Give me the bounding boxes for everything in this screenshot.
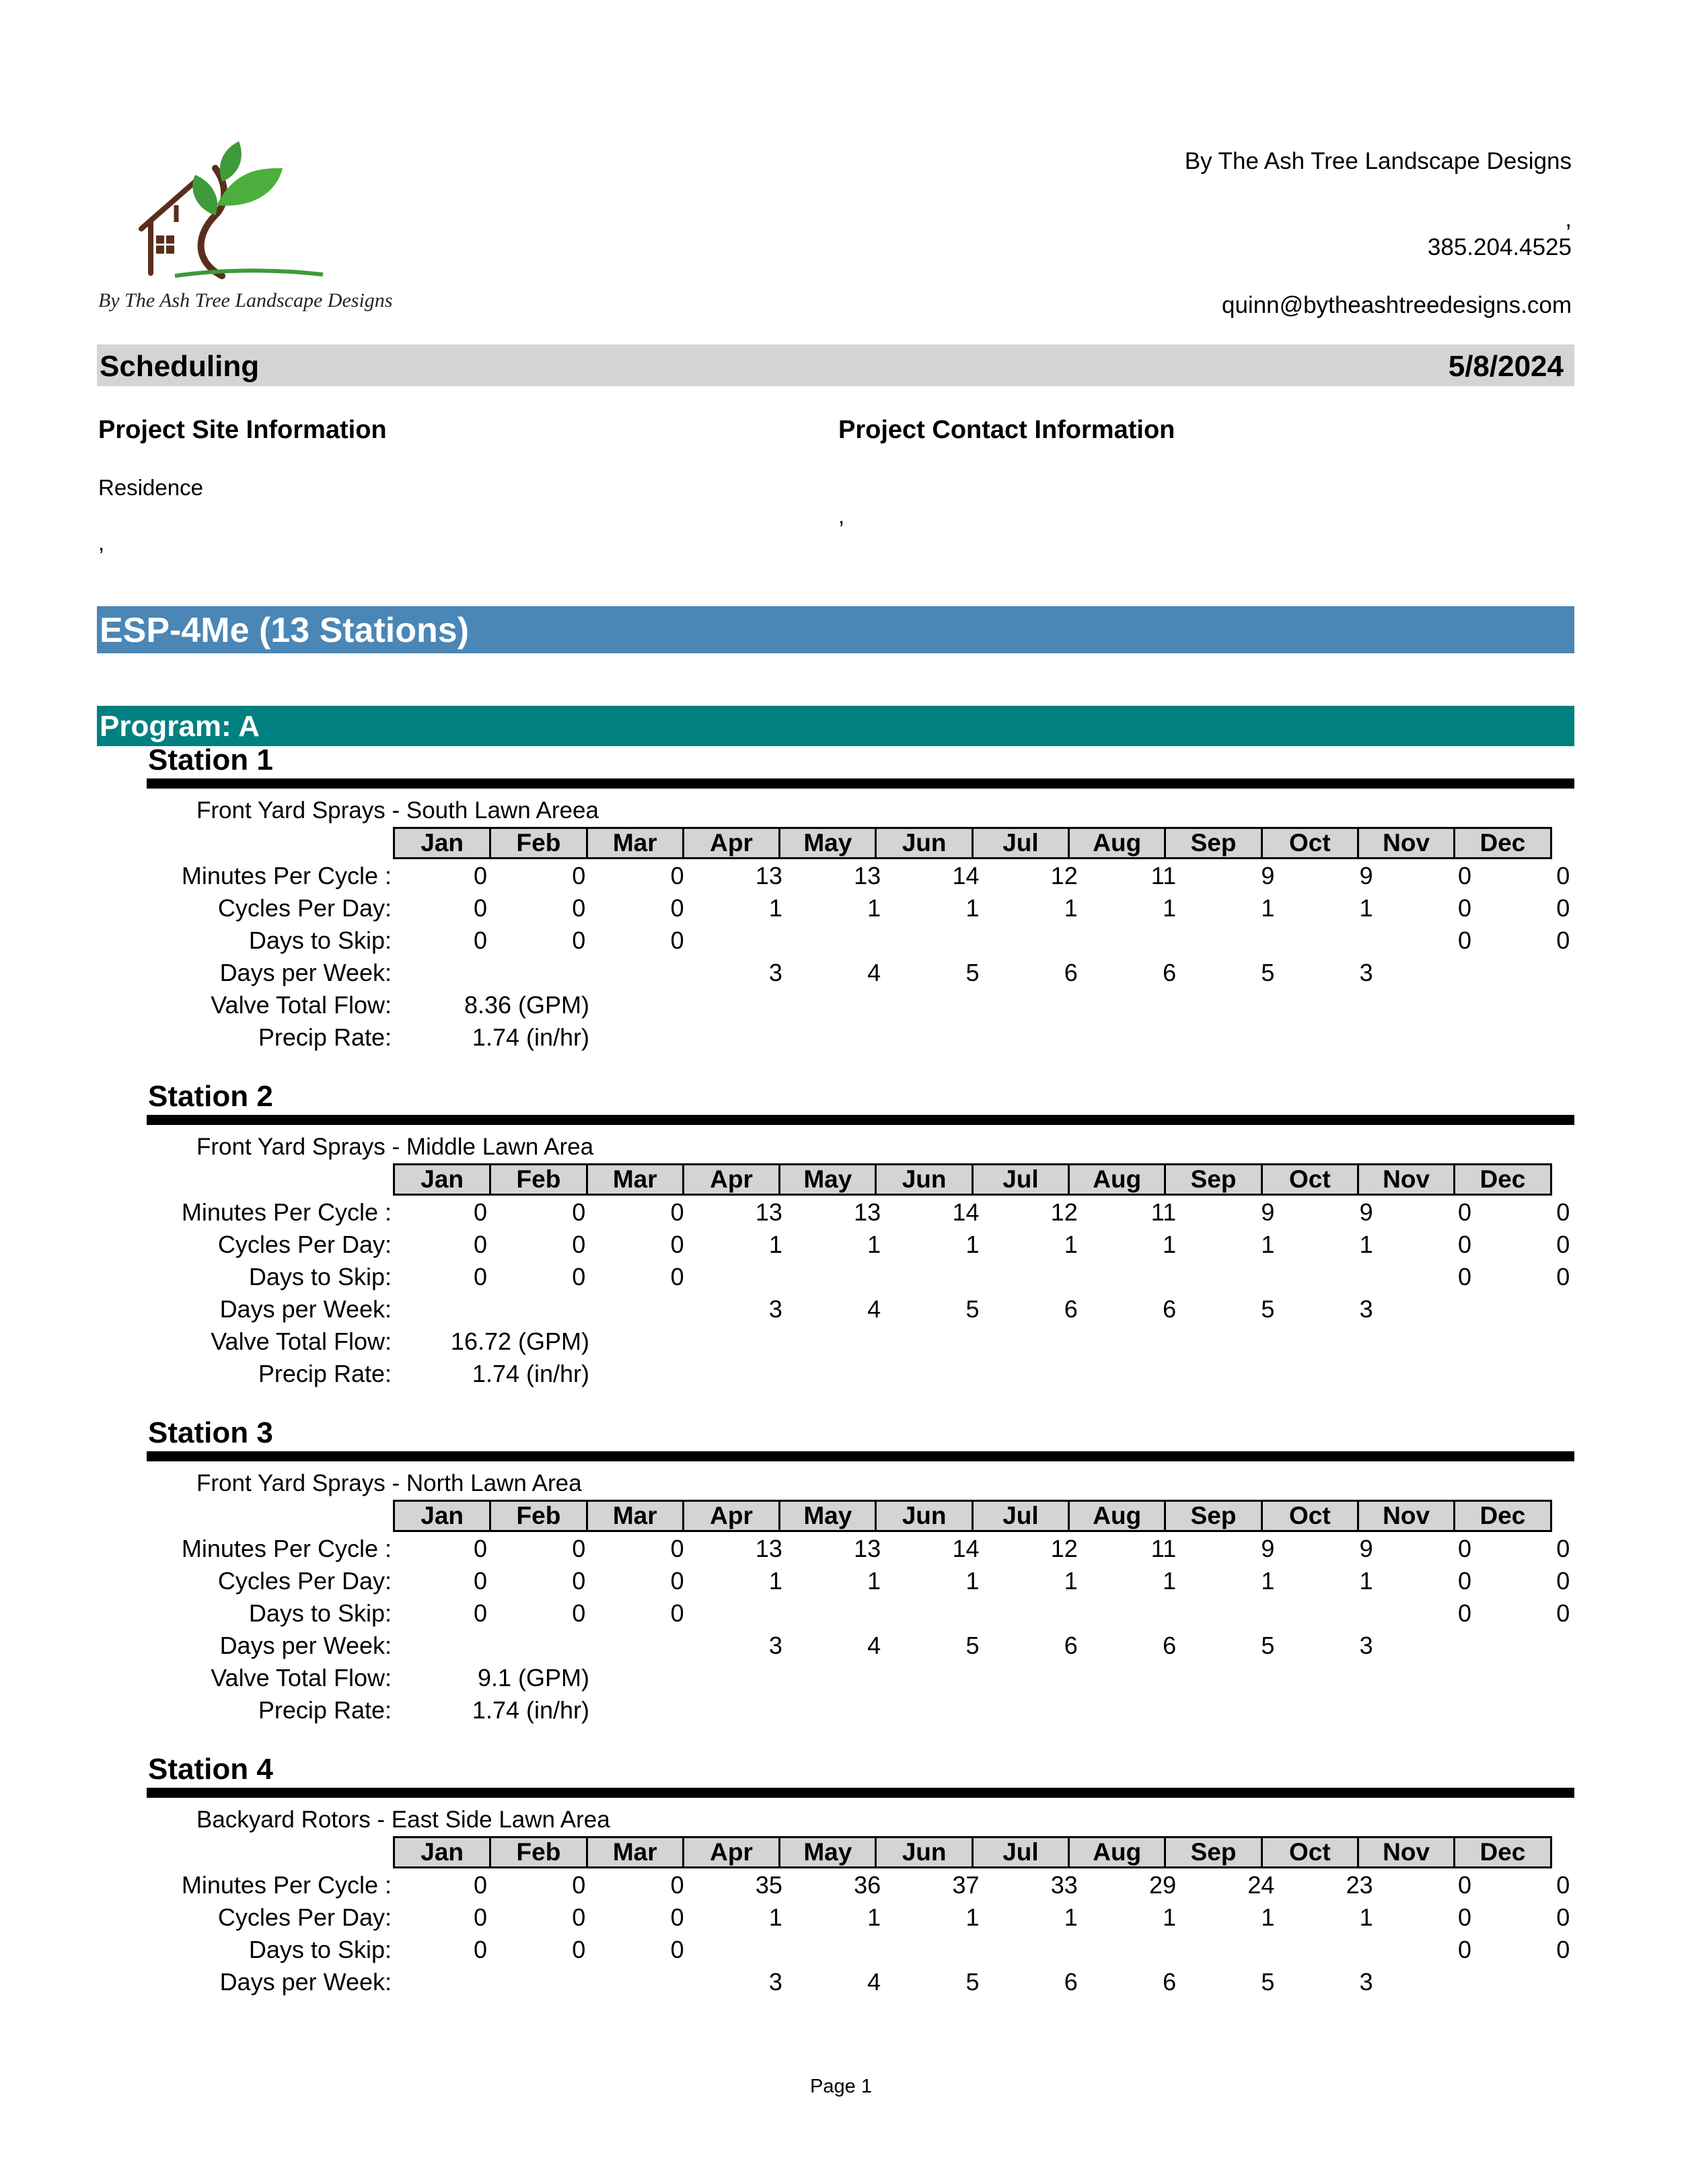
logo-caption: By The Ash Tree Landscape Designs	[98, 289, 393, 312]
month-header-jul: Jul	[972, 1836, 1070, 1868]
month-header-feb: Feb	[489, 1836, 587, 1868]
cell-cycles-mar: 0	[670, 1231, 684, 1258]
row-label-cycles: Cycles Per Day:	[217, 1567, 392, 1595]
cell-cycles-oct: 1	[1359, 1567, 1373, 1595]
cell-minutes-apr: 13	[755, 862, 782, 889]
month-header-may: May	[778, 1163, 877, 1196]
cell-minutes-feb: 0	[572, 1198, 586, 1226]
month-header-jun: Jun	[875, 1500, 973, 1532]
cell-cycles-aug: 1	[1163, 1903, 1177, 1931]
cell-week-jul: 6	[1064, 1632, 1078, 1659]
cell-cycles-apr: 1	[768, 1903, 782, 1931]
cell-skip-nov: 0	[1457, 1263, 1471, 1290]
cell-minutes-oct: 23	[1346, 1871, 1373, 1899]
month-header-jul: Jul	[972, 1163, 1070, 1196]
cell-minutes-oct: 9	[1359, 1535, 1373, 1562]
row-label-cycles: Cycles Per Day:	[217, 1903, 392, 1931]
cell-cycles-jan: 0	[473, 894, 487, 922]
cell-minutes-jan: 0	[473, 1535, 487, 1562]
cell-minutes-mar: 0	[670, 862, 684, 889]
cell-minutes-mar: 0	[670, 1198, 684, 1226]
cell-cycles-jun: 1	[965, 1903, 980, 1931]
precip-rate: 1.74 (in/hr)	[472, 1023, 589, 1051]
cell-cycles-feb: 0	[572, 894, 586, 922]
month-header-feb: Feb	[489, 1163, 587, 1196]
cell-minutes-jul: 12	[1050, 862, 1078, 889]
row-label-skip: Days to Skip:	[248, 926, 392, 954]
cell-minutes-jul: 12	[1050, 1198, 1078, 1226]
company-address: ,	[1565, 206, 1572, 232]
month-header-oct: Oct	[1261, 1163, 1359, 1196]
cell-skip-jan: 0	[473, 1599, 487, 1627]
cell-minutes-jun: 14	[952, 1535, 980, 1562]
row-label-flow: Valve Total Flow:	[211, 1327, 392, 1355]
cell-minutes-jan: 0	[473, 862, 487, 889]
month-header-apr: Apr	[682, 1163, 780, 1196]
month-header-apr: Apr	[682, 1500, 780, 1532]
cell-week-apr: 3	[768, 959, 782, 986]
cell-cycles-apr: 1	[768, 894, 782, 922]
cell-minutes-jun: 37	[952, 1871, 980, 1899]
station-divider	[147, 1115, 1574, 1125]
cell-cycles-nov: 0	[1457, 1231, 1471, 1258]
cell-week-sep: 5	[1261, 1632, 1275, 1659]
cell-cycles-feb: 0	[572, 1567, 586, 1595]
row-label-week: Days per Week:	[219, 1295, 392, 1323]
cell-minutes-oct: 9	[1359, 1198, 1373, 1226]
month-header-mar: Mar	[586, 1163, 684, 1196]
row-label-minutes: Minutes Per Cycle :	[181, 1535, 392, 1562]
month-header-jan: Jan	[393, 827, 491, 859]
cell-cycles-jan: 0	[473, 1231, 487, 1258]
row-label-week: Days per Week:	[219, 959, 392, 986]
cell-skip-mar: 0	[670, 926, 684, 954]
cell-cycles-oct: 1	[1359, 894, 1373, 922]
cell-week-apr: 3	[768, 1295, 782, 1323]
cell-week-may: 4	[867, 1295, 881, 1323]
month-header-nov: Nov	[1357, 827, 1455, 859]
controller-title: ESP-4Me (13 Stations)	[100, 611, 470, 650]
cell-minutes-jun: 14	[952, 862, 980, 889]
cell-minutes-sep: 9	[1261, 862, 1275, 889]
cell-cycles-apr: 1	[768, 1567, 782, 1595]
cell-cycles-dec: 0	[1556, 1231, 1570, 1258]
month-header-mar: Mar	[586, 827, 684, 859]
cell-skip-dec: 0	[1556, 1599, 1570, 1627]
month-header-feb: Feb	[489, 1500, 587, 1532]
cell-minutes-dec: 0	[1556, 1198, 1570, 1226]
cell-skip-feb: 0	[572, 1263, 586, 1290]
month-header-sep: Sep	[1164, 1500, 1262, 1532]
station-title: Station 2	[148, 1080, 273, 1113]
cell-skip-feb: 0	[572, 1599, 586, 1627]
cell-skip-dec: 0	[1556, 1263, 1570, 1290]
cell-minutes-nov: 0	[1457, 1871, 1471, 1899]
month-header-dec: Dec	[1453, 827, 1551, 859]
cell-minutes-oct: 9	[1359, 862, 1373, 889]
cell-week-may: 4	[867, 1968, 881, 1996]
month-header-apr: Apr	[682, 827, 780, 859]
program-bar	[97, 706, 1574, 746]
project-site-line2: ,	[98, 530, 105, 555]
cell-cycles-feb: 0	[572, 1231, 586, 1258]
month-header-may: May	[778, 1500, 877, 1532]
cell-minutes-mar: 0	[670, 1871, 684, 1899]
cell-cycles-sep: 1	[1261, 894, 1275, 922]
scheduling-title-bar	[97, 344, 1574, 386]
month-header-may: May	[778, 827, 877, 859]
month-header-nov: Nov	[1357, 1163, 1455, 1196]
month-header-jan: Jan	[393, 1163, 491, 1196]
month-header-nov: Nov	[1357, 1500, 1455, 1532]
cell-cycles-sep: 1	[1261, 1567, 1275, 1595]
month-header-mar: Mar	[586, 1500, 684, 1532]
cell-cycles-aug: 1	[1163, 894, 1177, 922]
cell-skip-mar: 0	[670, 1599, 684, 1627]
precip-rate: 1.74 (in/hr)	[472, 1696, 589, 1724]
month-header-dec: Dec	[1453, 1836, 1551, 1868]
station-description: Backyard Rotors - East Side Lawn Area	[196, 1807, 610, 1833]
cell-minutes-jan: 0	[473, 1871, 487, 1899]
report-date: 5/8/2024	[1448, 350, 1564, 383]
cell-week-apr: 3	[768, 1968, 782, 1996]
cell-skip-mar: 0	[670, 1936, 684, 1963]
station-description: Front Yard Sprays - Middle Lawn Area	[196, 1134, 594, 1160]
company-email: quinn@bytheashtreedesigns.com	[1221, 292, 1572, 318]
month-header-may: May	[778, 1836, 877, 1868]
cell-skip-nov: 0	[1457, 926, 1471, 954]
row-label-precip: Precip Rate:	[258, 1696, 392, 1724]
cell-minutes-feb: 0	[572, 862, 586, 889]
project-site-heading: Project Site Information	[98, 416, 387, 444]
cell-minutes-nov: 0	[1457, 862, 1471, 889]
valve-total-flow: 8.36 (GPM)	[464, 991, 589, 1019]
cell-minutes-mar: 0	[670, 1535, 684, 1562]
month-header-apr: Apr	[682, 1836, 780, 1868]
row-label-precip: Precip Rate:	[258, 1360, 392, 1387]
cell-minutes-may: 13	[854, 1535, 881, 1562]
cell-cycles-jul: 1	[1064, 894, 1078, 922]
cell-minutes-jun: 14	[952, 1198, 980, 1226]
cell-minutes-aug: 11	[1150, 862, 1177, 889]
row-label-minutes: Minutes Per Cycle :	[181, 862, 392, 889]
cell-week-oct: 3	[1359, 1632, 1373, 1659]
cell-cycles-dec: 0	[1556, 894, 1570, 922]
cell-cycles-aug: 1	[1163, 1231, 1177, 1258]
cell-week-aug: 6	[1163, 1968, 1177, 1996]
cell-skip-nov: 0	[1457, 1599, 1471, 1627]
company-phone: 385.204.4525	[1427, 234, 1572, 260]
cell-week-jun: 5	[965, 1968, 980, 1996]
cell-minutes-jul: 12	[1050, 1535, 1078, 1562]
station-title: Station 4	[148, 1753, 273, 1786]
cell-minutes-dec: 0	[1556, 1871, 1570, 1899]
month-header-row	[393, 1163, 1552, 1196]
cell-cycles-oct: 1	[1359, 1903, 1373, 1931]
cell-week-sep: 5	[1261, 959, 1275, 986]
cell-week-jun: 5	[965, 1632, 980, 1659]
month-header-jul: Jul	[972, 827, 1070, 859]
cell-week-jul: 6	[1064, 1968, 1078, 1996]
cell-cycles-jul: 1	[1064, 1231, 1078, 1258]
row-label-cycles: Cycles Per Day:	[217, 1231, 392, 1258]
cell-week-may: 4	[867, 1632, 881, 1659]
month-header-jan: Jan	[393, 1500, 491, 1532]
cell-skip-mar: 0	[670, 1263, 684, 1290]
cell-skip-dec: 0	[1556, 926, 1570, 954]
row-label-skip: Days to Skip:	[248, 1936, 392, 1963]
row-label-flow: Valve Total Flow:	[211, 1664, 392, 1691]
cell-minutes-apr: 13	[755, 1535, 782, 1562]
cell-week-aug: 6	[1163, 1632, 1177, 1659]
row-label-skip: Days to Skip:	[248, 1599, 392, 1627]
precip-rate: 1.74 (in/hr)	[472, 1360, 589, 1387]
cell-cycles-mar: 0	[670, 1567, 684, 1595]
cell-skip-jan: 0	[473, 926, 487, 954]
cell-cycles-jul: 1	[1064, 1567, 1078, 1595]
cell-minutes-sep: 9	[1261, 1535, 1275, 1562]
month-header-aug: Aug	[1068, 1836, 1166, 1868]
month-header-oct: Oct	[1261, 1836, 1359, 1868]
page-number: Page 1	[810, 2076, 872, 2097]
program-title: Program: A	[100, 710, 260, 743]
month-header-row	[393, 1836, 1552, 1868]
month-header-aug: Aug	[1068, 827, 1166, 859]
station-divider	[147, 778, 1574, 789]
cell-cycles-sep: 1	[1261, 1903, 1275, 1931]
cell-minutes-aug: 11	[1150, 1535, 1177, 1562]
cell-week-jul: 6	[1064, 959, 1078, 986]
row-label-minutes: Minutes Per Cycle :	[181, 1198, 392, 1226]
tree-house-icon	[94, 141, 390, 286]
valve-total-flow: 9.1 (GPM)	[477, 1664, 589, 1691]
month-header-sep: Sep	[1164, 1163, 1262, 1196]
month-header-jun: Jun	[875, 1836, 973, 1868]
cell-minutes-feb: 0	[572, 1535, 586, 1562]
cell-minutes-aug: 11	[1150, 1198, 1177, 1226]
row-label-skip: Days to Skip:	[248, 1263, 392, 1290]
cell-minutes-apr: 35	[755, 1871, 782, 1899]
month-header-jan: Jan	[393, 1836, 491, 1868]
cell-cycles-oct: 1	[1359, 1231, 1373, 1258]
company-logo	[94, 141, 393, 323]
month-header-oct: Oct	[1261, 1500, 1359, 1532]
cell-minutes-sep: 9	[1261, 1198, 1275, 1226]
cell-minutes-may: 36	[854, 1871, 881, 1899]
month-header-aug: Aug	[1068, 1500, 1166, 1532]
cell-week-oct: 3	[1359, 1968, 1373, 1996]
cell-week-jun: 5	[965, 959, 980, 986]
cell-cycles-may: 1	[867, 1567, 881, 1595]
company-name: By The Ash Tree Landscape Designs	[1184, 148, 1572, 174]
cell-cycles-mar: 0	[670, 1903, 684, 1931]
cell-week-may: 4	[867, 959, 881, 986]
month-header-nov: Nov	[1357, 1836, 1455, 1868]
cell-skip-feb: 0	[572, 926, 586, 954]
station-divider	[147, 1788, 1574, 1798]
station-description: Front Yard Sprays - North Lawn Area	[196, 1470, 582, 1496]
row-label-week: Days per Week:	[219, 1632, 392, 1659]
row-label-minutes: Minutes Per Cycle :	[181, 1871, 392, 1899]
cell-minutes-dec: 0	[1556, 862, 1570, 889]
month-header-row	[393, 1500, 1552, 1532]
month-header-mar: Mar	[586, 1836, 684, 1868]
cell-minutes-jan: 0	[473, 1198, 487, 1226]
cell-minutes-sep: 24	[1247, 1871, 1275, 1899]
cell-minutes-nov: 0	[1457, 1535, 1471, 1562]
cell-cycles-nov: 0	[1457, 894, 1471, 922]
cell-cycles-may: 1	[867, 894, 881, 922]
cell-skip-jan: 0	[473, 1936, 487, 1963]
cell-cycles-jun: 1	[965, 1567, 980, 1595]
cell-minutes-feb: 0	[572, 1871, 586, 1899]
cell-cycles-nov: 0	[1457, 1567, 1471, 1595]
cell-skip-nov: 0	[1457, 1936, 1471, 1963]
month-header-row	[393, 827, 1552, 859]
cell-minutes-jul: 33	[1050, 1871, 1078, 1899]
cell-week-sep: 5	[1261, 1295, 1275, 1323]
month-header-jun: Jun	[875, 827, 973, 859]
page-title: Scheduling	[100, 350, 260, 383]
month-header-sep: Sep	[1164, 827, 1262, 859]
station-divider	[147, 1451, 1574, 1461]
cell-minutes-aug: 29	[1149, 1871, 1177, 1899]
cell-cycles-dec: 0	[1556, 1567, 1570, 1595]
cell-cycles-nov: 0	[1457, 1903, 1471, 1931]
cell-week-sep: 5	[1261, 1968, 1275, 1996]
month-header-sep: Sep	[1164, 1836, 1262, 1868]
month-header-dec: Dec	[1453, 1500, 1551, 1532]
cell-week-jun: 5	[965, 1295, 980, 1323]
cell-cycles-jun: 1	[965, 894, 980, 922]
cell-cycles-apr: 1	[768, 1231, 782, 1258]
month-header-aug: Aug	[1068, 1163, 1166, 1196]
cell-skip-jan: 0	[473, 1263, 487, 1290]
cell-minutes-may: 13	[854, 1198, 881, 1226]
cell-week-apr: 3	[768, 1632, 782, 1659]
station-description: Front Yard Sprays - South Lawn Areea	[196, 797, 599, 824]
cell-cycles-jan: 0	[473, 1903, 487, 1931]
cell-minutes-dec: 0	[1556, 1535, 1570, 1562]
cell-skip-dec: 0	[1556, 1936, 1570, 1963]
cell-week-aug: 6	[1163, 1295, 1177, 1323]
row-label-flow: Valve Total Flow:	[211, 991, 392, 1019]
cell-skip-feb: 0	[572, 1936, 586, 1963]
project-contact-line1: ,	[838, 503, 845, 528]
cell-week-jul: 6	[1064, 1295, 1078, 1323]
cell-cycles-jun: 1	[965, 1231, 980, 1258]
controller-bar	[97, 606, 1574, 653]
cell-week-oct: 3	[1359, 959, 1373, 986]
row-label-cycles: Cycles Per Day:	[217, 894, 392, 922]
cell-cycles-feb: 0	[572, 1903, 586, 1931]
cell-minutes-nov: 0	[1457, 1198, 1471, 1226]
month-header-dec: Dec	[1453, 1163, 1551, 1196]
cell-minutes-apr: 13	[755, 1198, 782, 1226]
cell-cycles-jul: 1	[1064, 1903, 1078, 1931]
cell-cycles-jan: 0	[473, 1567, 487, 1595]
month-header-jul: Jul	[972, 1500, 1070, 1532]
cell-cycles-aug: 1	[1163, 1567, 1177, 1595]
month-header-oct: Oct	[1261, 827, 1359, 859]
cell-cycles-may: 1	[867, 1231, 881, 1258]
cell-cycles-may: 1	[867, 1903, 881, 1931]
month-header-jun: Jun	[875, 1163, 973, 1196]
cell-cycles-dec: 0	[1556, 1903, 1570, 1931]
cell-week-oct: 3	[1359, 1295, 1373, 1323]
valve-total-flow: 16.72 (GPM)	[450, 1327, 589, 1355]
cell-cycles-mar: 0	[670, 894, 684, 922]
cell-minutes-may: 13	[854, 862, 881, 889]
cell-week-aug: 6	[1163, 959, 1177, 986]
project-site-name: Residence	[98, 475, 203, 500]
station-title: Station 3	[148, 1416, 273, 1449]
row-label-week: Days per Week:	[219, 1968, 392, 1996]
station-title: Station 1	[148, 743, 273, 776]
row-label-precip: Precip Rate:	[258, 1023, 392, 1051]
month-header-feb: Feb	[489, 827, 587, 859]
project-contact-heading: Project Contact Information	[838, 416, 1175, 444]
cell-cycles-sep: 1	[1261, 1231, 1275, 1258]
